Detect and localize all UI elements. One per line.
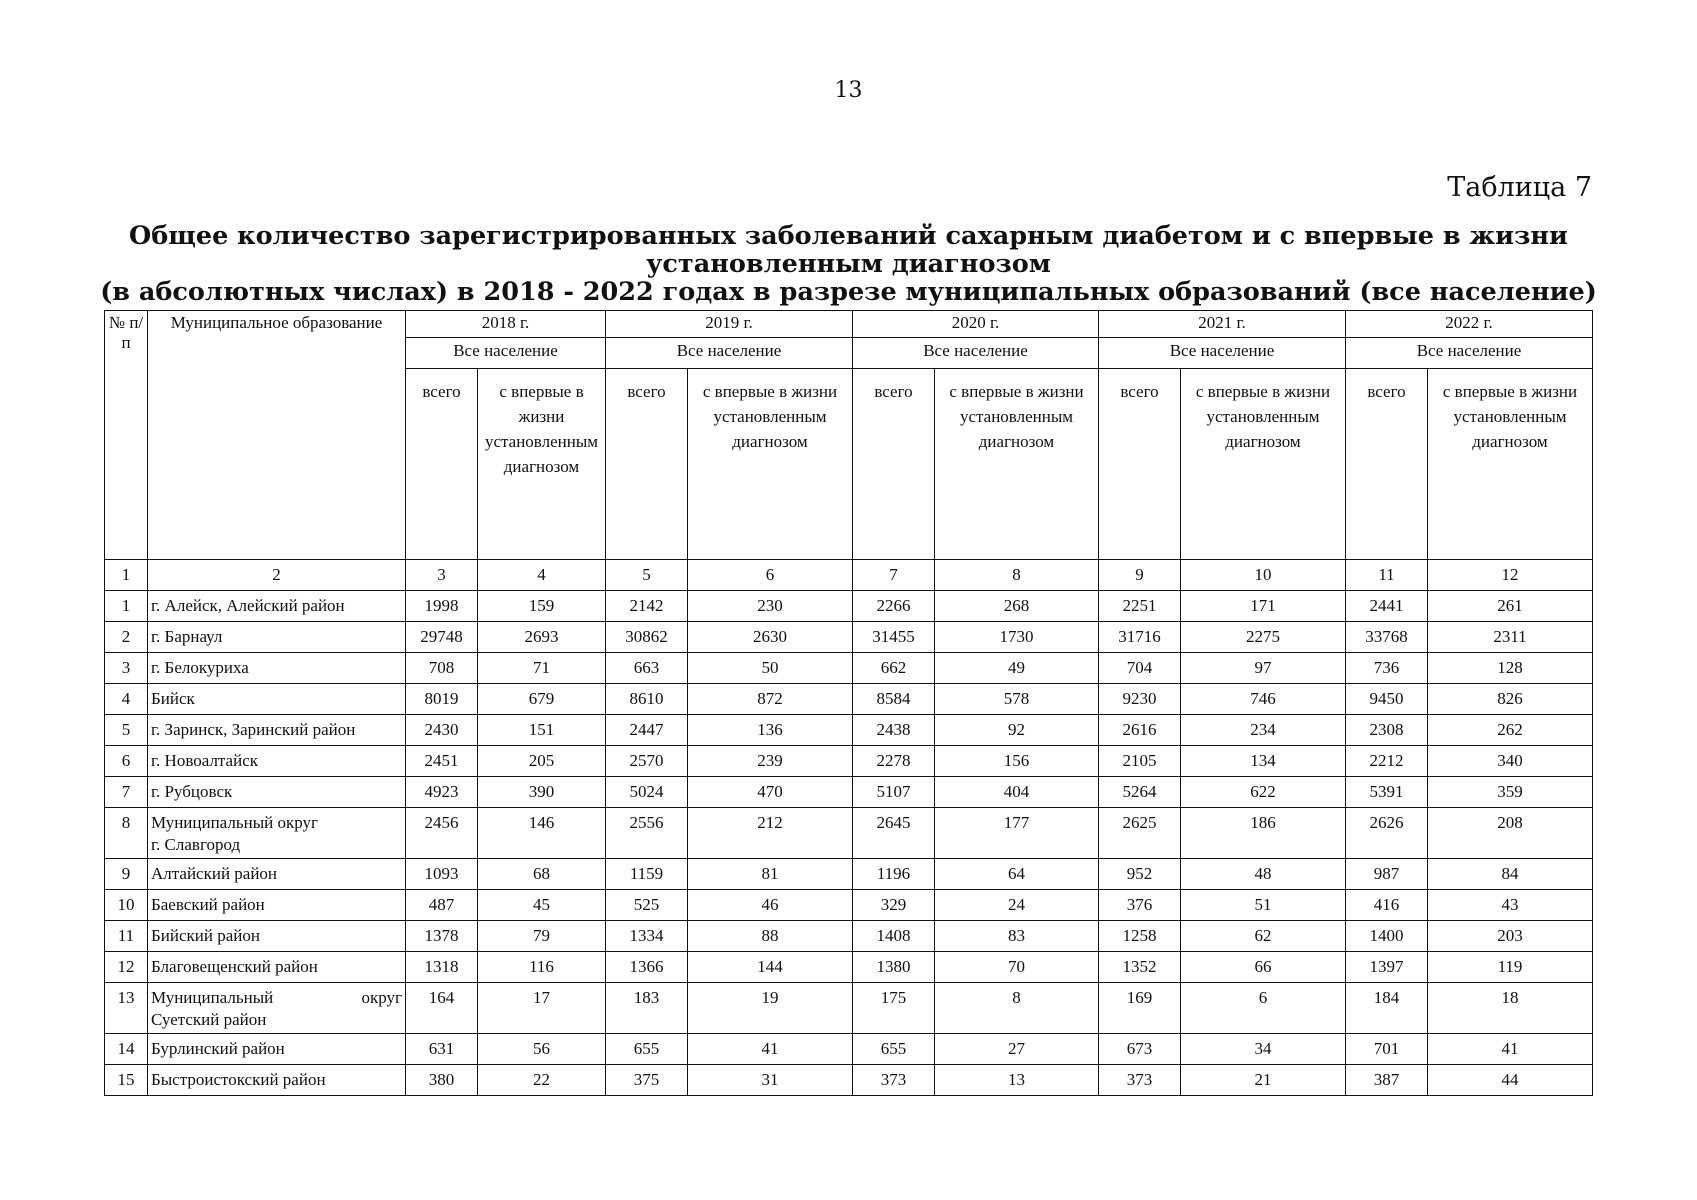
municipality-name: Бийский район — [148, 921, 406, 952]
cell-new: 212 — [688, 808, 853, 859]
cell-new: 18 — [1428, 983, 1593, 1034]
cell-total: 387 — [1346, 1065, 1428, 1096]
header-new: с впервые в жизни установленным диагнозом — [1428, 369, 1593, 560]
cell-new: 144 — [688, 952, 853, 983]
cell-new: 136 — [688, 715, 853, 746]
cell-new: 48 — [1181, 859, 1346, 890]
cell-new: 826 — [1428, 684, 1593, 715]
header-num: № п/п — [105, 311, 148, 560]
cell-new: 230 — [688, 591, 853, 622]
cell-new: 34 — [1181, 1034, 1346, 1065]
header-year-2022: 2022 г. — [1346, 311, 1593, 338]
municipality-name: г. Барнаул — [148, 622, 406, 653]
column-number: 5 — [606, 560, 688, 591]
cell-total: 2441 — [1346, 591, 1428, 622]
header-year-2021: 2021 г. — [1099, 311, 1346, 338]
row-number: 1 — [105, 591, 148, 622]
cell-total: 5391 — [1346, 777, 1428, 808]
cell-new: 22 — [478, 1065, 606, 1096]
table-row — [105, 653, 1593, 684]
cell-new: 171 — [1181, 591, 1346, 622]
cell-total: 2105 — [1099, 746, 1181, 777]
cell-new: 340 — [1428, 746, 1593, 777]
cell-new: 208 — [1428, 808, 1593, 859]
cell-new: 51 — [1181, 890, 1346, 921]
header-new: с впервые в жизни установленным диагнозом — [688, 369, 853, 560]
table-row — [105, 591, 1593, 622]
header-population: Все население — [1346, 338, 1593, 369]
header-population: Все население — [606, 338, 853, 369]
cell-new: 116 — [478, 952, 606, 983]
table-row — [105, 983, 1593, 1034]
cell-total: 1397 — [1346, 952, 1428, 983]
cell-total: 2625 — [1099, 808, 1181, 859]
cell-new: 151 — [478, 715, 606, 746]
cell-new: 41 — [688, 1034, 853, 1065]
header-municipality: Муниципальное образование — [148, 311, 406, 560]
cell-new: 81 — [688, 859, 853, 890]
cell-new: 27 — [935, 1034, 1099, 1065]
municipality-name — [148, 808, 406, 859]
header-population: Все население — [406, 338, 606, 369]
cell-total: 663 — [606, 653, 688, 684]
cell-new: 1730 — [935, 622, 1099, 653]
cell-total: 2447 — [606, 715, 688, 746]
cell-total: 164 — [406, 983, 478, 1034]
cell-new: 186 — [1181, 808, 1346, 859]
municipality-name: Быстроистокский район — [148, 1065, 406, 1096]
cell-total: 2438 — [853, 715, 935, 746]
cell-new: 70 — [935, 952, 1099, 983]
cell-total: 184 — [1346, 983, 1428, 1034]
cell-new: 97 — [1181, 653, 1346, 684]
cell-total: 655 — [853, 1034, 935, 1065]
cell-new: 470 — [688, 777, 853, 808]
column-number: 1 — [105, 560, 148, 591]
cell-total: 8019 — [406, 684, 478, 715]
cell-total: 2430 — [406, 715, 478, 746]
column-number: 3 — [406, 560, 478, 591]
cell-new: 134 — [1181, 746, 1346, 777]
cell-total: 1366 — [606, 952, 688, 983]
municipality-name-part: Муниципальный — [151, 988, 274, 1007]
cell-new: 404 — [935, 777, 1099, 808]
cell-new: 46 — [688, 890, 853, 921]
cell-new: 24 — [935, 890, 1099, 921]
table-body — [105, 591, 1593, 1096]
header-new: с впервые в жизни установленным диагнозом — [478, 369, 606, 560]
header-population: Все население — [853, 338, 1099, 369]
cell-total: 5107 — [853, 777, 935, 808]
row-number: 10 — [105, 890, 148, 921]
cell-new: 156 — [935, 746, 1099, 777]
row-number: 11 — [105, 921, 148, 952]
cell-total: 1159 — [606, 859, 688, 890]
cell-total: 952 — [1099, 859, 1181, 890]
cell-new: 261 — [1428, 591, 1593, 622]
page-number: 13 — [834, 78, 863, 103]
cell-new: 119 — [1428, 952, 1593, 983]
table-row — [105, 1065, 1593, 1096]
cell-new: 622 — [1181, 777, 1346, 808]
cell-total: 2142 — [606, 591, 688, 622]
column-number: 10 — [1181, 560, 1346, 591]
cell-total: 1093 — [406, 859, 478, 890]
column-number: 8 — [935, 560, 1099, 591]
column-number: 7 — [853, 560, 935, 591]
cell-total: 708 — [406, 653, 478, 684]
header-year-2019: 2019 г. — [606, 311, 853, 338]
municipality-name: Алтайский район — [148, 859, 406, 890]
cell-new: 146 — [478, 808, 606, 859]
cell-new: 872 — [688, 684, 853, 715]
cell-total: 2266 — [853, 591, 935, 622]
cell-new: 83 — [935, 921, 1099, 952]
cell-total: 31455 — [853, 622, 935, 653]
cell-new: 2693 — [478, 622, 606, 653]
cell-total: 2278 — [853, 746, 935, 777]
cell-new: 31 — [688, 1065, 853, 1096]
table-row — [105, 622, 1593, 653]
cell-total: 736 — [1346, 653, 1428, 684]
cell-total: 376 — [1099, 890, 1181, 921]
cell-total: 2556 — [606, 808, 688, 859]
cell-new: 43 — [1428, 890, 1593, 921]
cell-total: 1196 — [853, 859, 935, 890]
cell-new: 390 — [478, 777, 606, 808]
title-line-1: Общее количество зарегистрированных заболеваний сахарным диабетом и с впервые в жизни установленным диагнозом — [129, 221, 1568, 279]
cell-total: 8610 — [606, 684, 688, 715]
table-row — [105, 746, 1593, 777]
header-total: всего — [1099, 369, 1181, 560]
cell-total: 31716 — [1099, 622, 1181, 653]
cell-total: 5264 — [1099, 777, 1181, 808]
cell-total: 9230 — [1099, 684, 1181, 715]
row-number: 3 — [105, 653, 148, 684]
cell-new: 2630 — [688, 622, 853, 653]
cell-new: 746 — [1181, 684, 1346, 715]
table-row — [105, 808, 1593, 859]
cell-new: 2311 — [1428, 622, 1593, 653]
municipality-name-part: Суетский район — [151, 1010, 267, 1029]
cell-total: 1400 — [1346, 921, 1428, 952]
cell-total: 2456 — [406, 808, 478, 859]
row-number: 7 — [105, 777, 148, 808]
cell-total: 701 — [1346, 1034, 1428, 1065]
cell-total: 1998 — [406, 591, 478, 622]
cell-total: 380 — [406, 1065, 478, 1096]
cell-new: 13 — [935, 1065, 1099, 1096]
cell-new: 92 — [935, 715, 1099, 746]
cell-total: 487 — [406, 890, 478, 921]
cell-total: 2626 — [1346, 808, 1428, 859]
cell-new: 19 — [688, 983, 853, 1034]
cell-new: 159 — [478, 591, 606, 622]
cell-total: 655 — [606, 1034, 688, 1065]
cell-total: 30862 — [606, 622, 688, 653]
header-year-2018: 2018 г. — [406, 311, 606, 338]
cell-total: 525 — [606, 890, 688, 921]
cell-total: 373 — [1099, 1065, 1181, 1096]
cell-new: 6 — [1181, 983, 1346, 1034]
column-number: 11 — [1346, 560, 1428, 591]
cell-total: 329 — [853, 890, 935, 921]
cell-total: 1334 — [606, 921, 688, 952]
municipality-name: г. Заринск, Заринский район — [148, 715, 406, 746]
cell-new: 84 — [1428, 859, 1593, 890]
cell-total: 1318 — [406, 952, 478, 983]
cell-new: 177 — [935, 808, 1099, 859]
cell-new: 2275 — [1181, 622, 1346, 653]
row-number: 2 — [105, 622, 148, 653]
cell-total: 631 — [406, 1034, 478, 1065]
cell-total: 169 — [1099, 983, 1181, 1034]
cell-new: 21 — [1181, 1065, 1346, 1096]
cell-total: 8584 — [853, 684, 935, 715]
cell-total: 29748 — [406, 622, 478, 653]
cell-total: 5024 — [606, 777, 688, 808]
cell-new: 88 — [688, 921, 853, 952]
cell-total: 183 — [606, 983, 688, 1034]
municipality-name: Бурлинский район — [148, 1034, 406, 1065]
municipality-name-part: Муниципальный округ — [151, 813, 318, 832]
cell-total: 2451 — [406, 746, 478, 777]
row-number: 5 — [105, 715, 148, 746]
cell-total: 1258 — [1099, 921, 1181, 952]
cell-new: 64 — [935, 859, 1099, 890]
cell-new: 62 — [1181, 921, 1346, 952]
cell-total: 175 — [853, 983, 935, 1034]
municipality-name: Благовещенский район — [148, 952, 406, 983]
cell-new: 203 — [1428, 921, 1593, 952]
table-row — [105, 921, 1593, 952]
cell-new: 66 — [1181, 952, 1346, 983]
header-population: Все население — [1099, 338, 1346, 369]
header-new: с впервые в жизни установленным диагнозом — [935, 369, 1099, 560]
column-number: 6 — [688, 560, 853, 591]
row-number: 9 — [105, 859, 148, 890]
cell-total: 2308 — [1346, 715, 1428, 746]
cell-total: 2645 — [853, 808, 935, 859]
cell-total: 662 — [853, 653, 935, 684]
municipality-name: г. Рубцовск — [148, 777, 406, 808]
cell-new: 17 — [478, 983, 606, 1034]
cell-total: 2570 — [606, 746, 688, 777]
cell-total: 1408 — [853, 921, 935, 952]
column-number-row — [105, 560, 1593, 591]
cell-new: 49 — [935, 653, 1099, 684]
cell-new: 79 — [478, 921, 606, 952]
cell-total: 375 — [606, 1065, 688, 1096]
cell-new: 44 — [1428, 1065, 1593, 1096]
cell-total: 2251 — [1099, 591, 1181, 622]
cell-new: 56 — [478, 1034, 606, 1065]
municipality-name-part: округ — [361, 988, 402, 1007]
row-number: 6 — [105, 746, 148, 777]
row-number: 8 — [105, 808, 148, 859]
row-number: 15 — [105, 1065, 148, 1096]
cell-total: 673 — [1099, 1034, 1181, 1065]
cell-total: 2212 — [1346, 746, 1428, 777]
row-number: 4 — [105, 684, 148, 715]
cell-new: 268 — [935, 591, 1099, 622]
cell-total: 1352 — [1099, 952, 1181, 983]
cell-total: 4923 — [406, 777, 478, 808]
cell-total: 987 — [1346, 859, 1428, 890]
header-total: всего — [853, 369, 935, 560]
cell-new: 679 — [478, 684, 606, 715]
table-row — [105, 859, 1593, 890]
municipality-name: г. Алейск, Алейский район — [148, 591, 406, 622]
row-number: 13 — [105, 983, 148, 1034]
cell-new: 234 — [1181, 715, 1346, 746]
municipality-name-part: г. Славгород — [151, 835, 241, 854]
cell-new: 45 — [478, 890, 606, 921]
cell-new: 41 — [1428, 1034, 1593, 1065]
header-new: с впервые в жизни установленным диагнозом — [1181, 369, 1346, 560]
header-total: всего — [406, 369, 478, 560]
table-row — [105, 952, 1593, 983]
column-number: 9 — [1099, 560, 1181, 591]
table-row — [105, 715, 1593, 746]
municipality-name: г. Белокуриха — [148, 653, 406, 684]
cell-total: 2616 — [1099, 715, 1181, 746]
cell-total: 33768 — [1346, 622, 1428, 653]
document-title — [90, 222, 1607, 306]
row-number: 14 — [105, 1034, 148, 1065]
table-row — [105, 777, 1593, 808]
cell-new: 205 — [478, 746, 606, 777]
municipality-name: г. Новоалтайск — [148, 746, 406, 777]
header-total: всего — [1346, 369, 1428, 560]
municipality-name — [148, 983, 406, 1034]
cell-total: 704 — [1099, 653, 1181, 684]
column-number: 4 — [478, 560, 606, 591]
table-row — [105, 1034, 1593, 1065]
cell-new: 578 — [935, 684, 1099, 715]
column-number: 2 — [148, 560, 406, 591]
column-number: 12 — [1428, 560, 1593, 591]
cell-new: 8 — [935, 983, 1099, 1034]
header-year-2020: 2020 г. — [853, 311, 1099, 338]
municipality-name: Бийск — [148, 684, 406, 715]
table-label: Таблица 7 — [1447, 172, 1592, 203]
diabetes-table — [104, 310, 1593, 1096]
cell-total: 1380 — [853, 952, 935, 983]
header-total: всего — [606, 369, 688, 560]
table-row — [105, 684, 1593, 715]
row-number: 12 — [105, 952, 148, 983]
cell-total: 373 — [853, 1065, 935, 1096]
cell-total: 416 — [1346, 890, 1428, 921]
cell-new: 128 — [1428, 653, 1593, 684]
cell-new: 50 — [688, 653, 853, 684]
cell-new: 71 — [478, 653, 606, 684]
cell-new: 359 — [1428, 777, 1593, 808]
cell-total: 1378 — [406, 921, 478, 952]
municipality-name: Баевский район — [148, 890, 406, 921]
cell-total: 9450 — [1346, 684, 1428, 715]
table-row — [105, 890, 1593, 921]
cell-new: 239 — [688, 746, 853, 777]
cell-new: 68 — [478, 859, 606, 890]
cell-new: 262 — [1428, 715, 1593, 746]
title-line-2: (в абсолютных числах) в 2018 - 2022 годах в разрезе муниципальных образований (все население) — [100, 277, 1597, 307]
